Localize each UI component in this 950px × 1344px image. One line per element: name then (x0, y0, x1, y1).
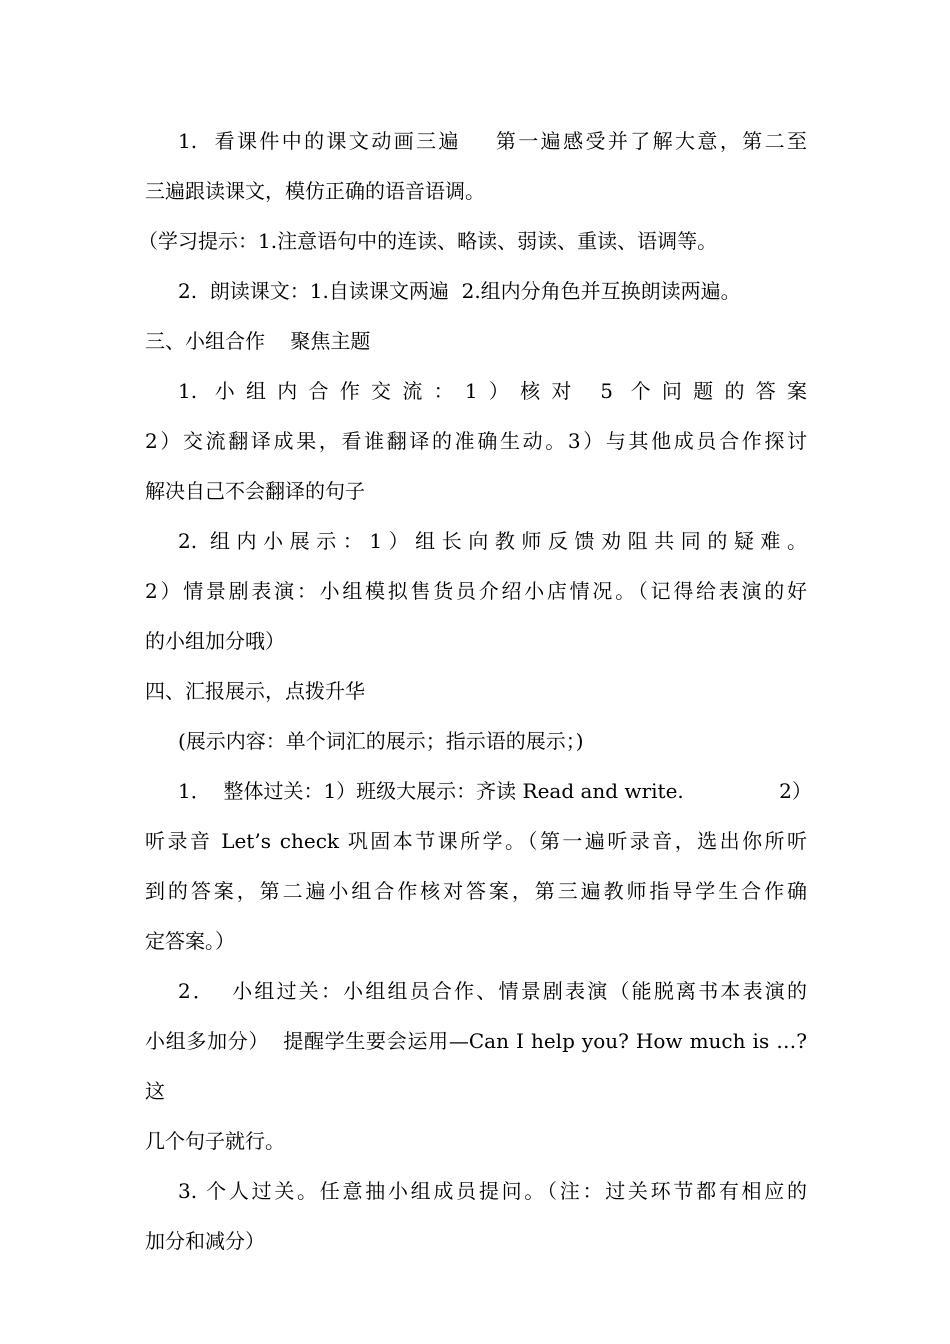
section-4-heading: 四、汇报展示，点拨升华 (145, 679, 365, 703)
document-body (138, 116, 812, 1266)
step-1-watch-line-2: 三遍跟读课文，模仿正确的语音语调。 (145, 179, 485, 203)
step-1-watch-line-1: 1. 看课件中的课文动画三遍 第一遍感受并了解大意，第二至 (178, 129, 807, 153)
group-show-line-3: 的小组加分哦） (145, 629, 285, 653)
group-show-line-1: 2. 组内小展示：1）组长向教师反馈劝阻共同的疑难。 (178, 529, 807, 553)
overall-pass-line-3: 到的答案，第二遍小组合作核对答案，第三遍教师指导学生合作确 (145, 879, 807, 903)
group-pass-line-3: 几个句子就行。 (145, 1129, 285, 1153)
group-show-line-2: 2）情景剧表演：小组模拟售货员介绍小店情况。（记得给表演的好 (145, 579, 807, 603)
study-tip: （学习提示：1.注意语句中的连读、略读、弱读、重读、语调等。 (138, 229, 718, 253)
overall-pass-line-1: 1． 整体过关：1）班级大展示：齐读 Read and write. 2） (178, 779, 812, 803)
overall-pass-line-4: 定答案。） (145, 929, 235, 953)
group-exchange-line-1: 1. 小组内合作交流：1）核对 5 个问题的答案 (178, 379, 807, 403)
group-pass-line-1: 2． 小组过关：小组组员合作、情景剧表演（能脱离书本表演的 (178, 979, 807, 1003)
group-exchange-line-3: 解决自己不会翻译的句子 (145, 479, 365, 503)
group-exchange-line-2: 2）交流翻译成果，看谁翻译的准确生动。3）与其他成员合作探讨 (145, 429, 807, 453)
overall-pass-line-2: 听录音 Let’s check 巩固本节课所学。（第一遍听录音，选出你所听 (145, 829, 807, 853)
section-3-heading: 三、小组合作 聚焦主题 (145, 329, 371, 353)
group-pass-line-2: 小组多加分） 提醒学生要会运用—Can I help you? How much is …?这 (145, 1029, 807, 1103)
individual-pass-line-1: 3. 个人过关。任意抽小组成员提问。（注：过关环节都有相应的 (178, 1179, 807, 1203)
step-2-read-aloud: 2. 朗读课文：1.自读课文两遍 2.组内分角色并互换朗读两遍。 (178, 279, 741, 303)
display-content-note: (展示内容：单个词汇的展示；指示语的展示；) (178, 729, 584, 753)
individual-pass-line-2: 加分和减分） (145, 1229, 265, 1253)
